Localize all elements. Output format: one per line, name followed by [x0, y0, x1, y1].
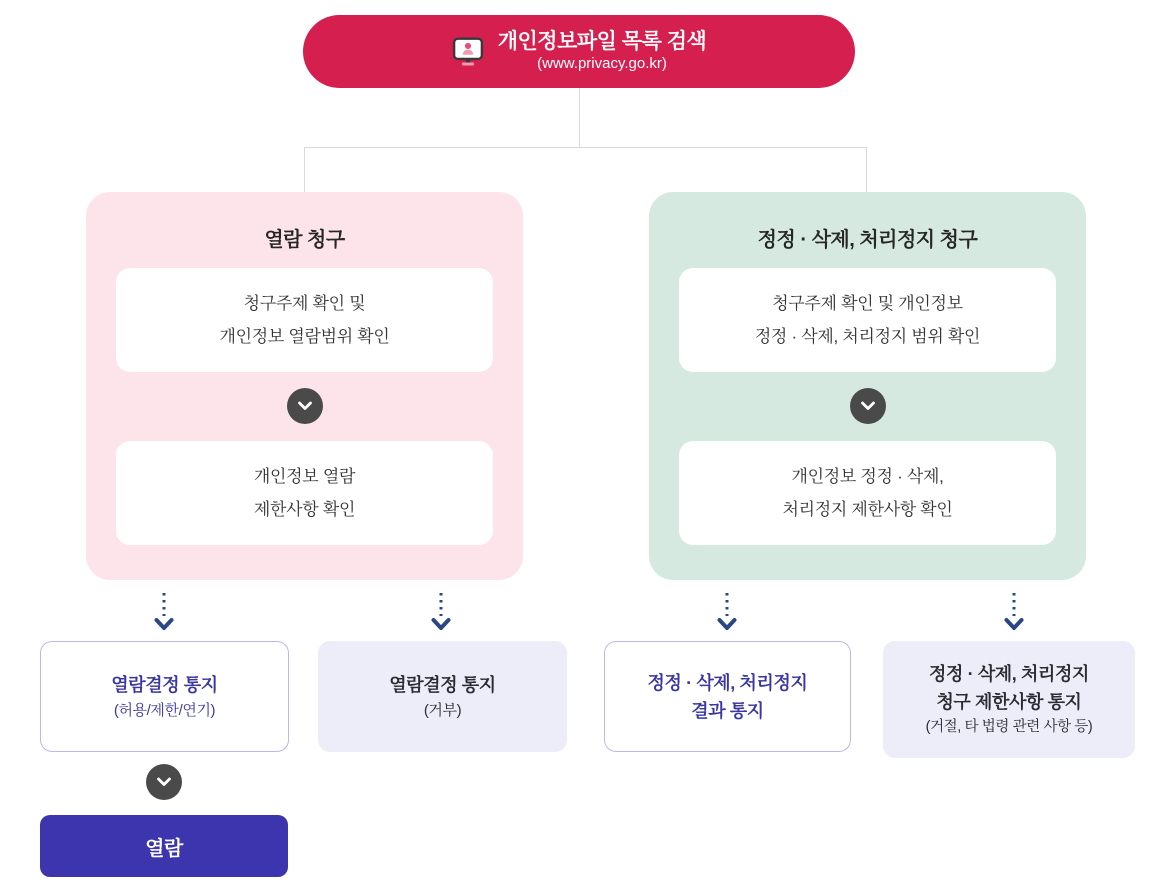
chevron-down-icon [287, 388, 323, 424]
outcome-title: 열람결정 통지 [111, 674, 218, 695]
chevron-down-icon [850, 388, 886, 424]
outcome-box-view-decision-denied [318, 641, 567, 752]
outcome-title: 청구 제한사항 통지 [936, 692, 1082, 712]
chevron-down-icon [146, 764, 182, 800]
panel-view-request [86, 192, 523, 580]
connector-line [304, 147, 305, 192]
outcome-title: 정정 · 삭제, 처리정지 [647, 672, 808, 693]
outcome-box-correction-result [604, 641, 851, 752]
outcome-subtitle: (거부) [423, 701, 462, 719]
step-text: 처리정지 제한사항 확인 [782, 500, 953, 519]
panel-title: 정정 · 삭제, 처리정지 청구 [757, 229, 978, 251]
header-subtitle: (www.privacy.go.kr) [537, 55, 667, 73]
monitor-user-icon [452, 36, 484, 68]
header-banner [303, 15, 855, 88]
dashed-down-arrow-icon [716, 590, 738, 636]
step-text: 개인정보 열람 [253, 467, 356, 486]
step-text: 청구주제 확인 및 개인정보 [772, 294, 963, 313]
connector-line [866, 147, 867, 192]
outcome-subtitle: (허용/제한/연기) [113, 701, 216, 719]
dashed-down-arrow-icon [153, 590, 175, 636]
outcome-title: 열람결정 통지 [389, 674, 496, 695]
dashed-down-arrow-icon [1003, 590, 1025, 636]
outcome-title: 결과 통지 [691, 700, 764, 721]
step-text: 개인정보 열람범위 확인 [219, 327, 390, 346]
outcome-title: 정정 · 삭제, 처리정지 [929, 664, 1089, 684]
step-card [116, 441, 493, 545]
outcome-box-view-decision-allowed [40, 641, 289, 752]
connector-line [304, 147, 866, 148]
connector-line [579, 88, 580, 147]
step-card [679, 441, 1056, 545]
step-card [116, 268, 493, 372]
outcome-subtitle: (거절, 타 법령 관련 사항 등) [925, 719, 1093, 735]
header-title: 개인정보파일 목록 검색 [497, 30, 707, 54]
step-text: 개인정보 정정 · 삭제, [791, 467, 944, 486]
step-text: 제한사항 확인 [253, 500, 356, 519]
step-text: 정정 · 삭제, 처리정지 범위 확인 [754, 327, 981, 346]
view-final-step: 열람 [40, 815, 288, 877]
step-card [679, 268, 1056, 372]
outcome-box-correction-restriction [883, 641, 1135, 758]
step-text: 청구주제 확인 및 [243, 294, 366, 313]
dashed-down-arrow-icon [430, 590, 452, 636]
panel-title: 열람 청구 [264, 229, 345, 251]
panel-correction-request [649, 192, 1086, 580]
